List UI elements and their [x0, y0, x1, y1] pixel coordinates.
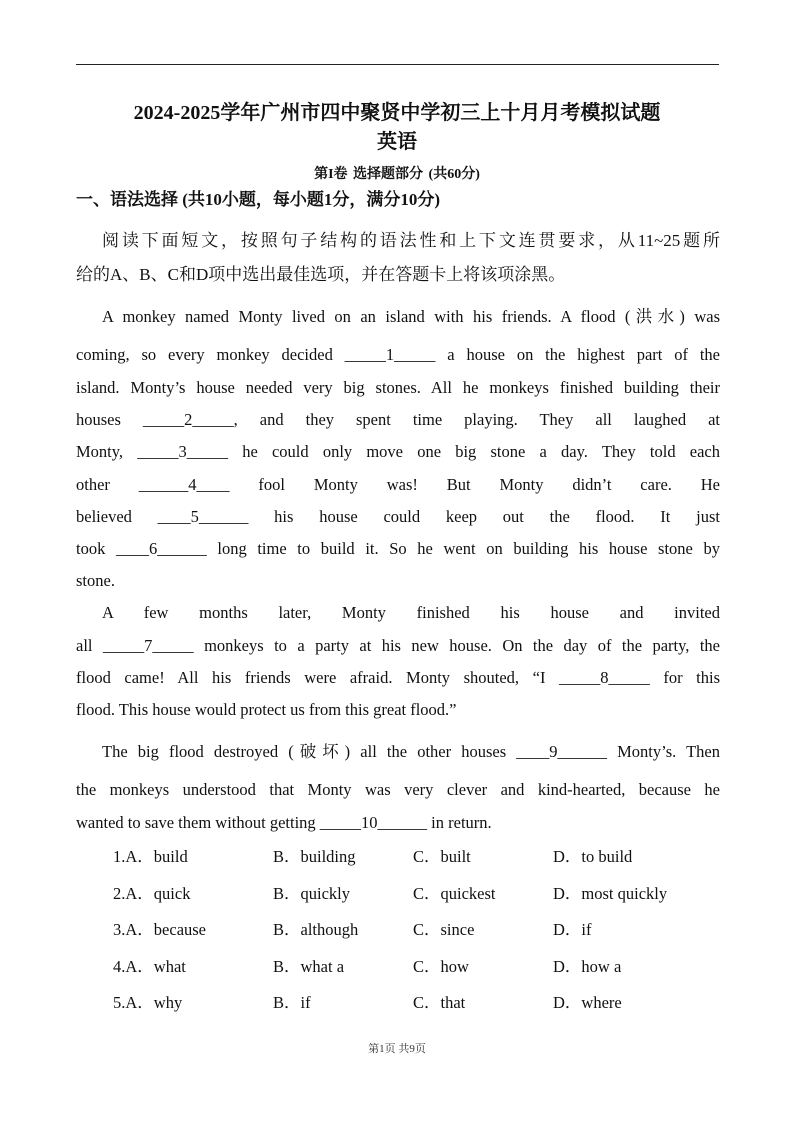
- option-b[interactable]: B．building: [273, 847, 356, 866]
- page-number: 第1页 共9页: [368, 1043, 426, 1055]
- option-c[interactable]: C．built: [413, 847, 471, 866]
- section-heading: 一、语法选择 (共10小题，每小题1分，满分10分): [76, 190, 441, 209]
- option-c[interactable]: C．since: [413, 920, 475, 939]
- option-a[interactable]: 4.A．what: [113, 957, 186, 976]
- top-divider: [76, 64, 719, 65]
- option-c[interactable]: C．quickest: [413, 884, 496, 903]
- option-b[interactable]: B．what a: [273, 957, 345, 976]
- option-d[interactable]: D．if: [553, 920, 592, 939]
- passage-line: the monkeys understood that Monty was very clever and kind-hearted, because he: [76, 780, 720, 799]
- subject-title: 英语: [377, 131, 417, 153]
- option-c[interactable]: C．how: [413, 957, 469, 976]
- passage-line: wanted to save them without getting _____10______ in return.: [76, 813, 492, 832]
- passage-line: A few months later, Monty finished his house and invited: [102, 603, 720, 622]
- passage-line: believed ____5______ his house could keep out the flood. It just: [76, 507, 720, 526]
- option-d[interactable]: D．where: [553, 993, 622, 1012]
- instruction-line: 给的A、B、C和D项中选出最佳选项，并在答题卡上将该项涂黑。: [76, 265, 566, 284]
- exam-title: 2024-2025学年广州市四中聚贤中学初三上十月月考模拟试题: [133, 102, 661, 124]
- question-options: [113, 918, 733, 942]
- option-b[interactable]: B．although: [273, 920, 359, 939]
- passage-line: other ______4____ fool Monty was! But Monty didn’t care. He: [76, 475, 720, 494]
- passage-line: took ____6______ long time to build it. So he went on building his house stone by: [76, 539, 720, 558]
- option-b[interactable]: B．if: [273, 993, 311, 1012]
- option-b[interactable]: B．quickly: [273, 884, 350, 903]
- option-a[interactable]: 1.A．build: [113, 847, 188, 866]
- part-heading: 第I卷 选择题部分 (共60分): [314, 167, 480, 182]
- passage-line: island. Monty’s house needed very big stones. All he monkeys finished building their: [76, 378, 720, 397]
- question-options: [113, 882, 733, 906]
- instruction-line: 阅读下面短文，按照句子结构的语法性和上下文连贯要求，从11~25题所: [102, 231, 720, 250]
- question-options: [113, 955, 733, 979]
- passage-line: stone.: [76, 571, 115, 590]
- question-options: [113, 991, 733, 1015]
- option-d[interactable]: D．to build: [553, 847, 633, 866]
- option-d[interactable]: D．most quickly: [553, 884, 668, 903]
- passage-line: all _____7_____ monkeys to a party at his new house. On the day of the party, the: [76, 636, 720, 655]
- passage-line: A monkey named Monty lived on an island with his friends. A flood (洪水) was: [102, 307, 720, 326]
- passage-line: flood. This house would protect us from this great flood.”: [76, 700, 457, 719]
- option-c[interactable]: C．that: [413, 993, 466, 1012]
- passage-line: flood came! All his friends were afraid. Monty shouted, “I _____8_____ for this: [76, 668, 720, 687]
- passage-line: The big flood destroyed (破坏) all the other houses ____9______ Monty’s. Then: [102, 742, 720, 761]
- question-options: [113, 845, 733, 869]
- option-a[interactable]: 2.A．quick: [113, 884, 191, 903]
- option-d[interactable]: D．how a: [553, 957, 622, 976]
- option-a[interactable]: 3.A．because: [113, 920, 207, 939]
- passage-line: houses _____2_____, and they spent time playing. They all laughed at: [76, 410, 720, 429]
- passage-line: Monty, _____3_____ he could only move one big stone a day. They told each: [76, 442, 720, 461]
- option-a[interactable]: 5.A．why: [113, 993, 183, 1012]
- passage-line: coming, so every monkey decided _____1_____ a house on the highest part of the: [76, 345, 720, 364]
